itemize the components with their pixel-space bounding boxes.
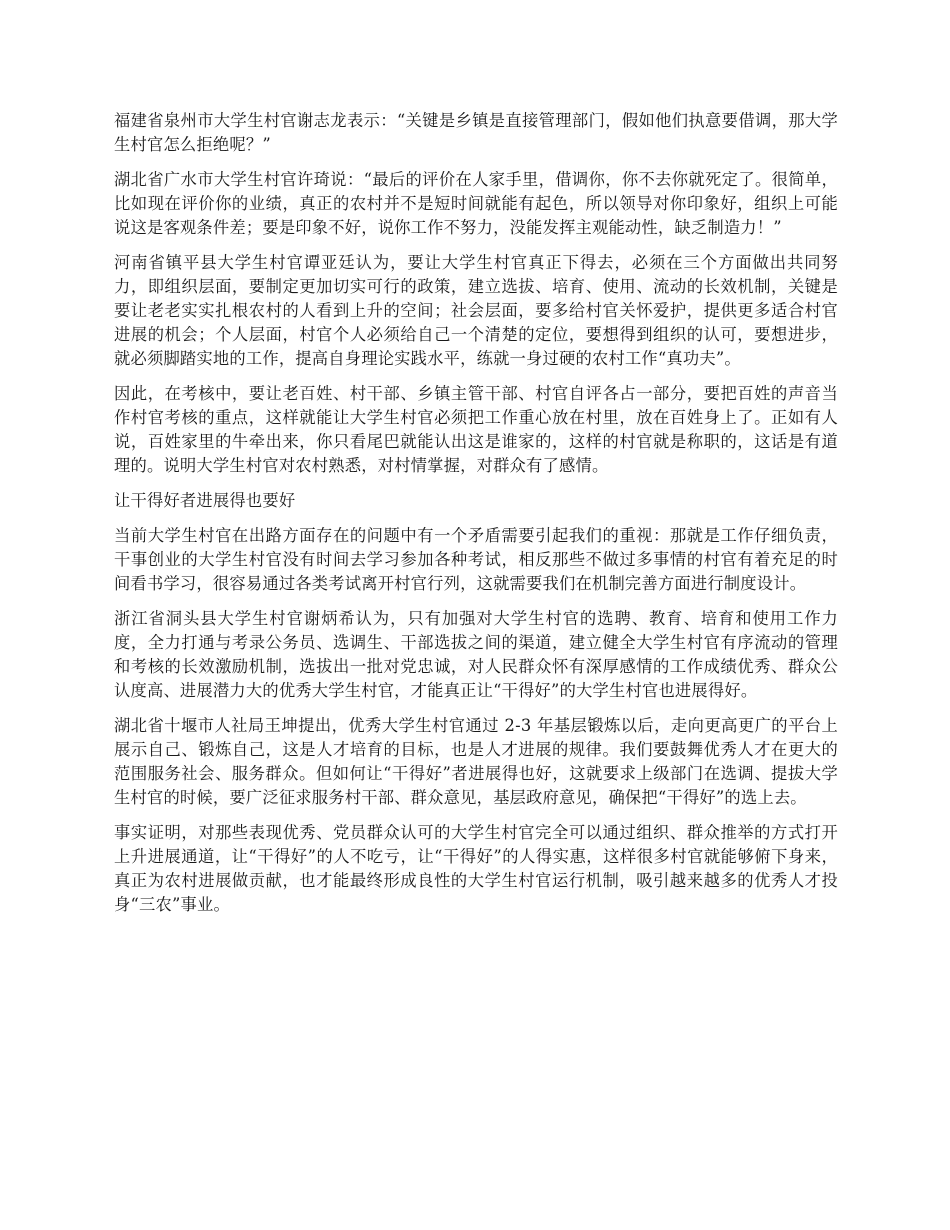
- paragraph-current-problem: 当前大学生村官在出路方面存在的问题中有一个矛盾需要引起我们的重视：那就是工作仔细负责，干事创业的大学生村官没有时间去学习参加各种考试，相反那些不做过多事情的村官有着充足的时间看书学习，很容易通过各类考试离开村官行列，这就需要我们在机制完善方面进行制度设计。: [114, 526, 838, 593]
- section-heading: 让干得好者进展得也要好: [114, 491, 296, 510]
- paragraph-conclusion: 事实证明，对那些表现优秀、党员群众认可的大学生村官完全可以通过组织、群众推举的方式打开上升进展通道，让“干得好”的人不吃亏，让“干得好”的人得实惠，这样很多村官就能够俯下身来，真正为农村进展做贡献，也才能最终形成良性的大学生村官运行机制，吸引越来越多的优秀人才投身“三农”事业。: [114, 823, 838, 914]
- paragraph-quote-xie-zhilong: 福建省泉州市大学生村官谢志龙表示：“关键是乡镇是直接管理部门，假如他们执意要借调，那大学生村官怎么拒绝呢？”: [114, 111, 838, 154]
- paragraph-quote-wang-kun: 湖北省十堰市人社局王坤提出，优秀大学生村官通过 2-3 年基层锻炼以后，走向更高更广的平台上展示自己、锻炼自己，这是人才培育的目标，也是人才进展的规律。我们要鼓舞优秀人才在更大的范围服务社会、服务群众。但如何让“干得好”者进展得也好，这就要求上级部门在选调、提拔大学生村官的时候，要广泛征求服务村干部、群众意见，基层政府意见，确保把“干得好”的选上去。: [114, 716, 838, 807]
- paragraph-quote-xie-bingxi: 浙江省洞头县大学生村官谢炳希认为，只有加强对大学生村官的选聘、教育、培育和使用工作力度，全力打通与考录公务员、选调生、干部选拔之间的渠道，建立健全大学生村官有序流动的管理和考核的长效激励机制，选拔出一批对党忠诚，对人民群众怀有深厚感情的工作成绩优秀、群众公认度高、进展潜力大的优秀大学生村官，才能真正让“干得好”的大学生村官也进展得好。: [114, 609, 838, 700]
- paragraph-quote-tan-yating: 河南省镇平县大学生村官谭亚廷认为，要让大学生村官真正下得去，必须在三个方面做出共同努力，即组织层面，要制定更加切实可行的政策，建立选拔、培育、使用、流动的长效机制，关键是要让老老实实扎根农村的人看到上升的空间；社会层面，要多给村官关怀爱护，提供更多适合村官进展的机会；个人层面，村官个人必须给自己一个清楚的定位，要想得到组织的认可，要想进步，就必须脚踏实地的工作，提高自身理论实践水平，练就一身过硬的农村工作“真功夫”。: [114, 253, 838, 368]
- paragraph-quote-xu-qi: 湖北省广水市大学生村官许琦说：“最后的评价在人家手里，借调你，你不去你就死定了。很简单，比如现在评价你的业绩，真正的农村并不是短时间就能有起色，所以领导对你印象好，组织上可能说这是客观条件差；要是印象不好，说你工作不努力，没能发挥主观能动性，缺乏制造力！”: [114, 170, 838, 237]
- paragraph-assessment: 因此，在考核中，要让老百姓、村干部、乡镇主管干部、村官自评各占一部分，要把百姓的声音当作村官考核的重点，这样就能让大学生村官必须把工作重心放在村里，放在百姓身上了。正如有人说，百姓家里的牛牵出来，你只看尾巴就能认出这是谁家的，这样的村官就是称职的，这话是有道理的。说明大学生村官对农村熟悉，对村情掌握，对群众有了感情。: [114, 384, 838, 475]
- document-body: [114, 109, 838, 928]
